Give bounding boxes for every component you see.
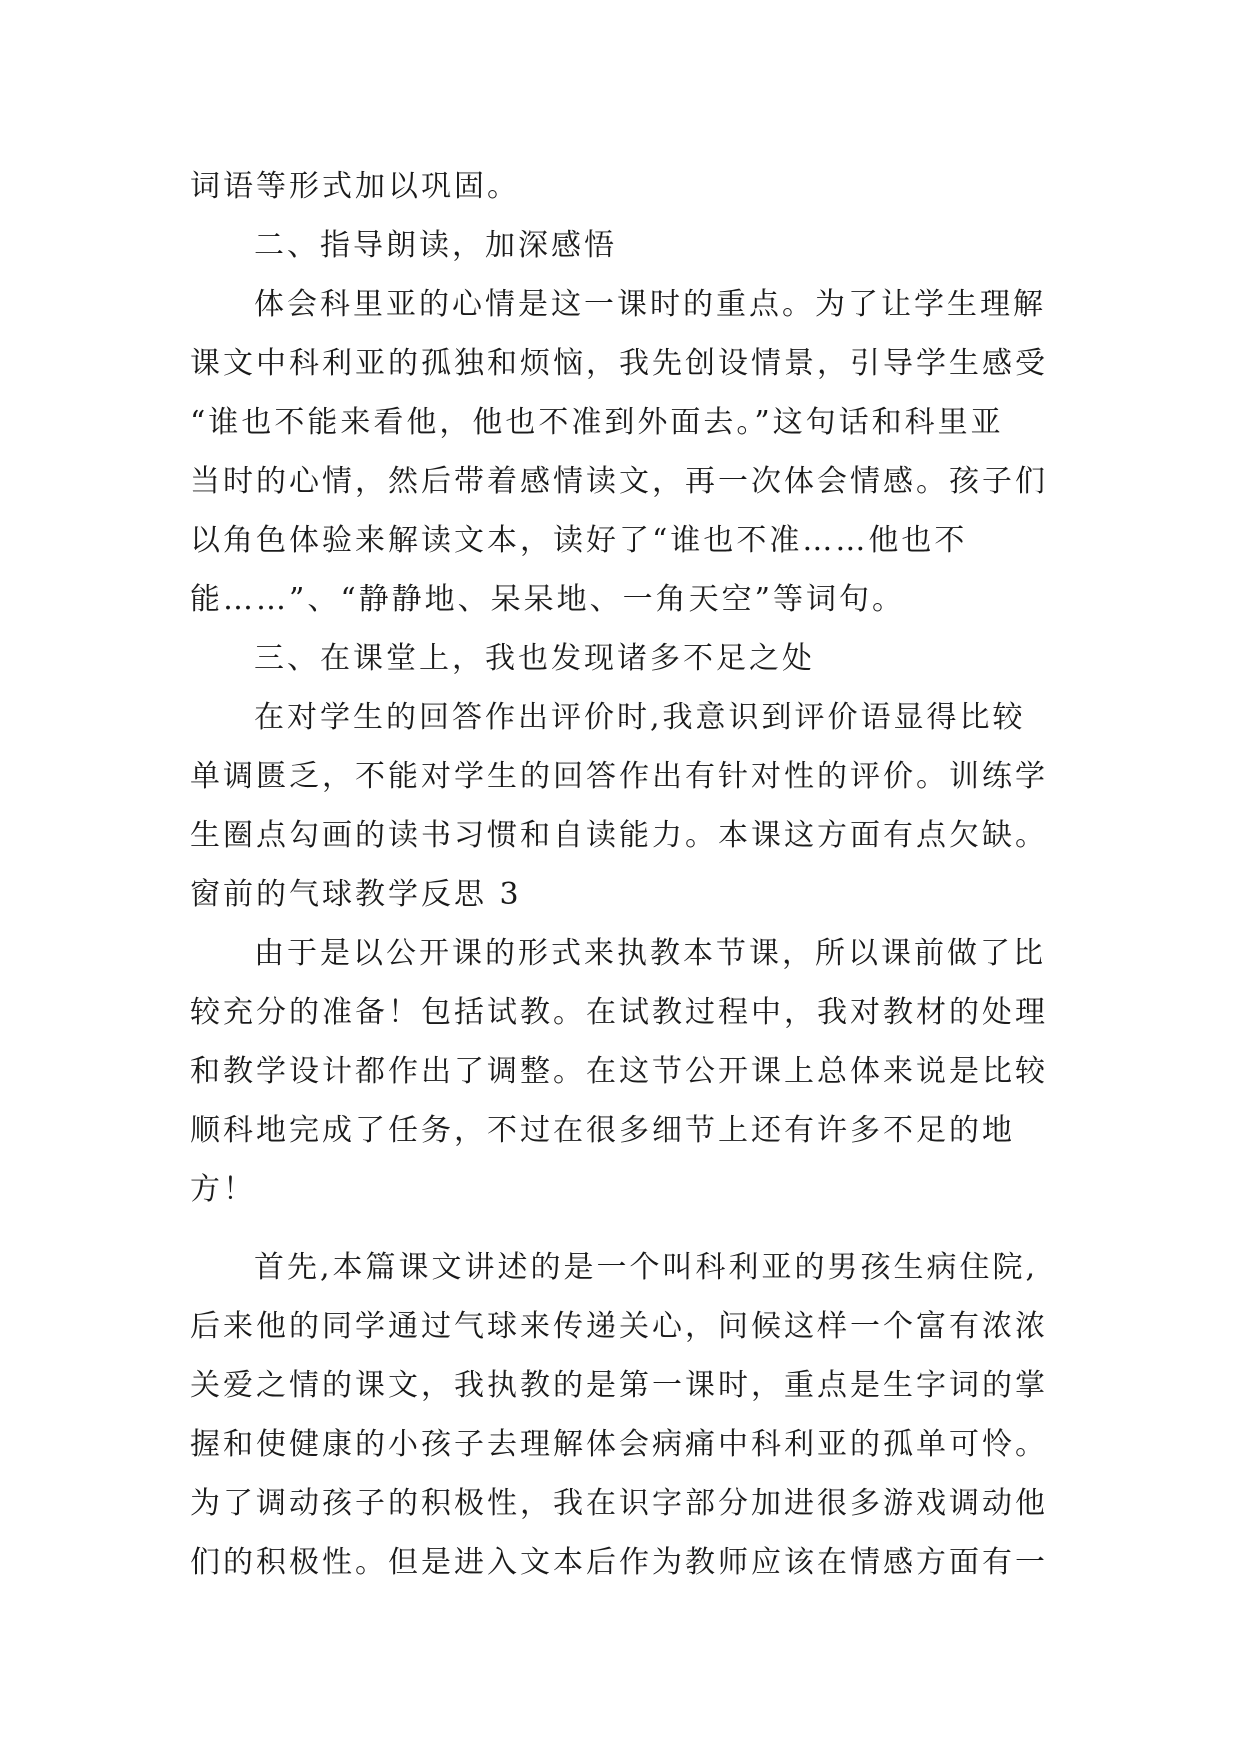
text-line: 单调匮乏，不能对学生的回答作出有针对性的评价。训练学 xyxy=(190,759,1048,794)
text-line: 们的积极性。但是进入文本后作为教师应该在情感方面有一 xyxy=(190,1545,1048,1580)
section-heading: 二、指导朗读，加深感悟 xyxy=(254,228,617,263)
text-line: 关爱之情的课文，我执教的是第一课时，重点是生字词的掌 xyxy=(190,1368,1048,1403)
text-line: 课文中科利亚的孤独和烦恼，我先创设情景，引导学生感受 xyxy=(190,346,1048,381)
text-line: 词语等形式加以巩固。 xyxy=(190,169,520,204)
section-heading: 三、在课堂上，我也发现诸多不足之处 xyxy=(254,641,815,676)
text-line: 由于是以公开课的形式来执教本节课，所以课前做了比 xyxy=(254,936,1046,971)
text-line: 顺科地完成了任务，不过在很多细节上还有许多不足的地 xyxy=(190,1113,1015,1148)
text-line: 在对学生的回答作出评价时,我意识到评价语显得比较 xyxy=(254,700,1026,735)
text-line: 为了调动孩子的积极性，我在识字部分加进很多游戏调动他 xyxy=(190,1486,1048,1521)
text-line: 握和使健康的小孩子去理解体会病痛中科利亚的孤单可怜。 xyxy=(190,1427,1048,1462)
text-line: 和教学设计都作出了调整。在这节公开课上总体来说是比较 xyxy=(190,1054,1048,1089)
text-line: 当时的心情，然后带着感情读文，再一次体会情感。孩子们 xyxy=(190,464,1048,499)
text-line: 较充分的准备！包括试教。在试教过程中，我对教材的处理 xyxy=(190,995,1048,1030)
text-line: “谁也不能来看他，他也不准到外面去。”这句话和科里亚 xyxy=(190,405,1004,440)
text-line: 体会科里亚的心情是这一课时的重点。为了让学生理解 xyxy=(254,287,1046,322)
text-line: 能……”、“静静地、呆呆地、一角天空”等词句。 xyxy=(190,582,906,617)
article-title: 窗前的气球教学反思 3 xyxy=(190,877,522,912)
text-line: 首先,本篇课文讲述的是一个叫科利亚的男孩生病住院, xyxy=(254,1250,1039,1285)
text-line: 以角色体验来解读文本，读好了“谁也不准……他也不 xyxy=(190,523,968,558)
text-line: 后来他的同学通过气球来传递关心，问候这样一个富有浓浓 xyxy=(190,1309,1048,1344)
text-line: 生圈点勾画的读书习惯和自读能力。本课这方面有点欠缺。 xyxy=(190,818,1048,853)
text-line: 方！ xyxy=(190,1172,256,1207)
